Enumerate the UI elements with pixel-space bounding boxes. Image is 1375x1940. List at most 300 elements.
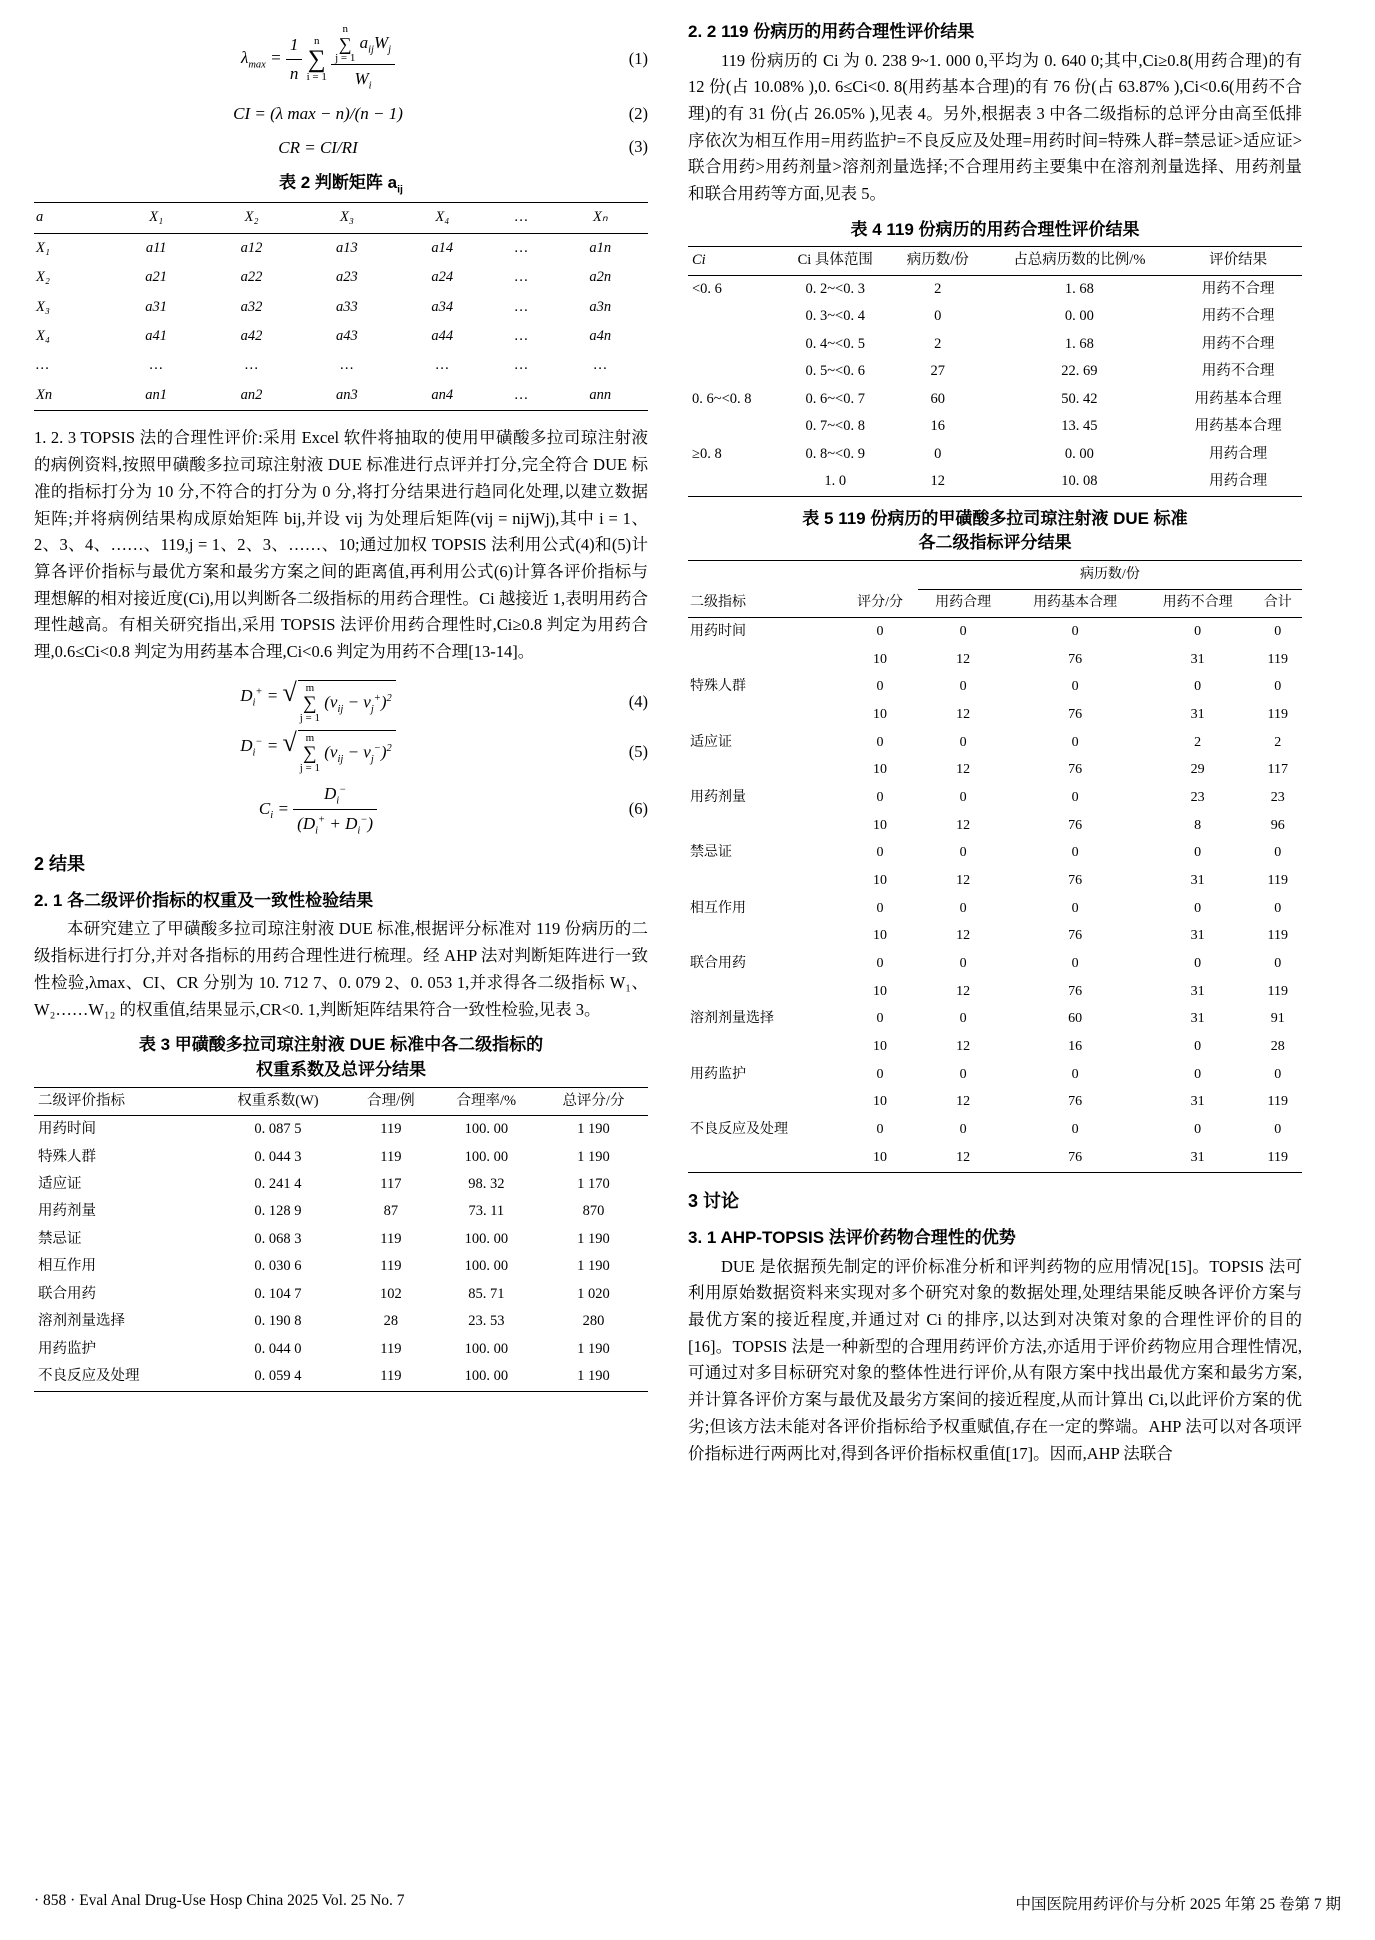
cell: 0. 087 5 bbox=[254, 1121, 302, 1138]
cell: 不良反应及处理 bbox=[690, 1122, 788, 1138]
cell: 0 bbox=[934, 308, 942, 325]
cell: 0. 241 4 bbox=[254, 1176, 302, 1192]
cell: 10. 08 bbox=[1061, 473, 1098, 490]
cell: 8 bbox=[1194, 817, 1202, 833]
table-2-header-cell: X₃ bbox=[299, 203, 394, 233]
table-3-title bbox=[34, 1033, 648, 1082]
cell: 0 bbox=[1194, 1066, 1202, 1082]
two-column-body bbox=[34, 18, 1341, 1838]
cell: 0. 3~<0. 4 bbox=[805, 308, 865, 325]
cell: 0 bbox=[1071, 790, 1079, 805]
cell: 10 bbox=[873, 817, 888, 833]
cell: 0 bbox=[959, 679, 967, 695]
table-row bbox=[688, 275, 1302, 303]
cell: 1 020 bbox=[577, 1285, 610, 1302]
cell: 0. 128 9 bbox=[254, 1203, 302, 1220]
cell: 特殊人群 bbox=[38, 1148, 96, 1165]
cell: 0 bbox=[1194, 1122, 1202, 1138]
table-2-title-subscript: ij bbox=[397, 183, 403, 196]
table-4-header-cell: Ci 具体范围 bbox=[779, 247, 891, 275]
table-row bbox=[688, 1144, 1302, 1172]
cell: 29 bbox=[1190, 762, 1205, 778]
cell: a12 bbox=[240, 239, 263, 256]
cell: 0 bbox=[876, 900, 884, 916]
table-row bbox=[34, 381, 648, 411]
table-row bbox=[34, 1116, 648, 1144]
cell: 31 bbox=[1190, 928, 1205, 944]
cell: 10 bbox=[873, 1039, 888, 1055]
cell: 2 bbox=[934, 335, 942, 352]
cell: 0 bbox=[1194, 956, 1202, 972]
table-row bbox=[34, 1363, 648, 1391]
cell: 31 bbox=[1190, 651, 1205, 667]
cell: <0. 6 bbox=[692, 280, 722, 297]
cell: 119 bbox=[380, 1148, 402, 1165]
cell: 76 bbox=[1068, 983, 1083, 999]
cell: 76 bbox=[1068, 706, 1083, 722]
cell: 禁忌证 bbox=[690, 845, 732, 861]
cell: … bbox=[593, 357, 607, 374]
cell bbox=[688, 358, 779, 385]
cell: 85. 71 bbox=[468, 1285, 505, 1302]
cell: … bbox=[340, 357, 354, 374]
cell: 12 bbox=[956, 706, 971, 722]
table-4-header-cell: Ci bbox=[688, 247, 779, 275]
cell: a14 bbox=[431, 239, 454, 256]
cell: X₄ bbox=[36, 328, 50, 344]
cell: 相互作用 bbox=[38, 1258, 96, 1275]
cell: 0. 4~<0. 5 bbox=[805, 335, 865, 352]
table-2 bbox=[34, 202, 648, 411]
equation-5: $D_i^-$ = √ m ∑ j = 1 $(v_{ij} - v_j^-)^2$ (5) bbox=[240, 727, 648, 774]
cell: 119 bbox=[1267, 928, 1289, 944]
equation-4-number: (4) bbox=[628, 691, 648, 711]
cell: 31 bbox=[1190, 1094, 1205, 1110]
cell: 119 bbox=[1267, 706, 1289, 722]
cell bbox=[688, 646, 842, 674]
cell: 0 bbox=[876, 679, 884, 695]
paragraph-2-2: 119 份病历的 Ci 为 0. 238 9~1. 000 0,平均为 0. 640 0;其中,Ci≥0.8(用药合理)的有 12 份(占 10.08% ),0. 6≤Ci<0. 8(用药基本合理)的有 76 份(占 63.87% ),Ci<0.6(用药不合理)的有 31 份(占 26.05% ),见表 4。另外,根据表 3 中各二级指标的总评分由高至低排序依次为相互作用=用药监护=不良反应及处理=用药时间=特殊人群=禁忌证>适应证>联合用药>用药剂量>溶剂剂量选择;不合理用药主要集中在溶剂剂量选择、用药剂量和联合用药等方面,见表 5。 bbox=[688, 50, 1302, 204]
cell: … bbox=[514, 386, 528, 403]
cell: 10 bbox=[873, 873, 888, 889]
cell: 100. 00 bbox=[464, 1121, 509, 1138]
cell: 0 bbox=[1274, 623, 1282, 639]
cell: 0 bbox=[1194, 1039, 1202, 1055]
footer-right: 中国医院用药评价与分析 2025 年第 25 卷第 7 期 bbox=[1015, 1896, 1341, 1913]
cell: 31 bbox=[1190, 706, 1205, 722]
cell: 117 bbox=[380, 1176, 402, 1192]
cell: 禁忌证 bbox=[38, 1230, 82, 1247]
cell: 溶剂剂量选择 bbox=[690, 1011, 774, 1027]
cell: 100. 00 bbox=[464, 1368, 509, 1385]
table-4-header-cell: 占总病历数的比例/% bbox=[985, 247, 1175, 275]
table-row bbox=[34, 1198, 648, 1225]
cell: 不良反应及处理 bbox=[38, 1368, 140, 1385]
cell: 10 bbox=[873, 651, 888, 667]
cell: 870 bbox=[582, 1203, 605, 1220]
cell: 0 bbox=[1274, 956, 1282, 972]
cell: 76 bbox=[1068, 651, 1083, 667]
cell: 1 190 bbox=[577, 1340, 610, 1357]
cell: 22. 69 bbox=[1061, 363, 1098, 380]
cell: 10 bbox=[873, 706, 888, 722]
cell: 0 bbox=[1274, 1122, 1282, 1138]
cell: 0 bbox=[959, 900, 967, 916]
cell: 98. 32 bbox=[468, 1176, 505, 1192]
cell: a22 bbox=[240, 269, 263, 286]
table-5-subheader: 用药不合理 bbox=[1142, 589, 1254, 618]
table-row bbox=[688, 413, 1302, 440]
table-row bbox=[34, 293, 648, 322]
table-row bbox=[34, 322, 648, 351]
cell: 91 bbox=[1270, 1011, 1285, 1027]
cell: 0 bbox=[876, 845, 884, 861]
cell: 0. 044 0 bbox=[254, 1340, 302, 1357]
cell: 13. 45 bbox=[1061, 418, 1098, 435]
cell: 2 bbox=[934, 280, 942, 297]
cell: 76 bbox=[1068, 928, 1083, 944]
cell bbox=[688, 468, 779, 496]
table-3-title-line1: 表 3 甲磺酸多拉司琼注射液 DUE 标准中各二级指标的 bbox=[138, 1035, 544, 1055]
cell: 0 bbox=[876, 1011, 884, 1027]
cell: 28 bbox=[383, 1313, 399, 1330]
cell: 119 bbox=[1267, 983, 1289, 999]
cell: 119 bbox=[1267, 1149, 1289, 1165]
section-3-1-heading: 3. 1 AHP-TOPSIS 法评价药物合理性的优势 bbox=[688, 1228, 1016, 1248]
cell: 0 bbox=[934, 445, 942, 462]
table-row bbox=[688, 951, 1302, 979]
table-5-title-line1: 表 5 119 份病历的甲磺酸多拉司琼注射液 DUE 标准 bbox=[802, 508, 1188, 528]
cell: 用药不合理 bbox=[1201, 308, 1275, 325]
cell: 1. 68 bbox=[1064, 280, 1094, 297]
cell: 0 bbox=[1071, 845, 1079, 861]
equation-3-body: CR = CI/RI bbox=[278, 137, 358, 157]
equation-3 bbox=[34, 134, 648, 162]
cell bbox=[688, 303, 779, 330]
table-row bbox=[688, 1117, 1302, 1145]
cell: 87 bbox=[383, 1203, 399, 1220]
table-3-title-line2: 权重系数及总评分结果 bbox=[256, 1059, 426, 1079]
table-row bbox=[688, 923, 1302, 951]
equation-1-number: (1) bbox=[628, 48, 648, 68]
cell: a34 bbox=[431, 298, 454, 315]
cell: 0 bbox=[1071, 1066, 1079, 1082]
cell: … bbox=[435, 357, 449, 374]
table-2-header-cell: … bbox=[490, 203, 553, 233]
table-row bbox=[688, 386, 1302, 413]
equation-2-body: CI = (λ max − n)/(n − 1) bbox=[233, 104, 403, 124]
cell: … bbox=[514, 298, 528, 315]
cell: 0 bbox=[1274, 845, 1282, 861]
cell: 12 bbox=[956, 873, 971, 889]
cell: 100. 00 bbox=[464, 1148, 509, 1165]
cell: 60 bbox=[1068, 1011, 1083, 1027]
cell: 0 bbox=[876, 956, 884, 972]
table-4-header-cell: 评价结果 bbox=[1174, 247, 1302, 275]
table-3-header-cell: 权重系数(W) bbox=[208, 1087, 348, 1115]
section-3-heading: 3 讨论 bbox=[688, 1190, 740, 1211]
table-row bbox=[688, 1061, 1302, 1089]
table-5-header-cell: 评分/分 bbox=[842, 561, 917, 618]
cell: 119 bbox=[380, 1258, 402, 1275]
cell: 0. 059 4 bbox=[254, 1368, 302, 1385]
cell bbox=[688, 868, 842, 896]
table-row bbox=[34, 1281, 648, 1308]
cell: 119 bbox=[380, 1340, 402, 1357]
cell: 60 bbox=[930, 390, 946, 407]
equation-4: $D_i^+$ = √ m ∑ j = 1 $(v_{ij} - v_j^+)^2$ (4) bbox=[240, 677, 648, 724]
cell: … bbox=[514, 357, 528, 374]
cell: 适应证 bbox=[38, 1176, 82, 1192]
cell: 12 bbox=[956, 1149, 971, 1165]
table-row bbox=[688, 441, 1302, 468]
cell: 76 bbox=[1068, 1094, 1083, 1110]
cell: a43 bbox=[336, 328, 358, 344]
table-row bbox=[34, 263, 648, 292]
table-5-header-cell: 二级指标 bbox=[688, 561, 842, 618]
cell: 1. 0 bbox=[824, 473, 847, 490]
cell: 1 190 bbox=[577, 1148, 610, 1165]
cell: 119 bbox=[380, 1368, 402, 1385]
table-row bbox=[34, 1171, 648, 1198]
table-row bbox=[688, 701, 1302, 729]
cell: 119 bbox=[380, 1121, 402, 1138]
equation-5-number: (5) bbox=[628, 741, 648, 761]
table-row bbox=[34, 1253, 648, 1280]
table-row bbox=[34, 1336, 648, 1363]
table-5 bbox=[688, 560, 1302, 1173]
cell: 联合用药 bbox=[38, 1285, 96, 1302]
cell: 12 bbox=[956, 1039, 971, 1055]
table-row bbox=[34, 351, 648, 380]
cell: 1 190 bbox=[577, 1368, 610, 1385]
cell: 用药时间 bbox=[690, 623, 746, 639]
cell: an3 bbox=[336, 386, 358, 403]
cell: 280 bbox=[582, 1313, 605, 1330]
cell: 0 bbox=[959, 623, 967, 639]
cell: 0 bbox=[959, 734, 967, 750]
cell: 10 bbox=[873, 928, 888, 944]
cell: a4n bbox=[589, 328, 612, 344]
cell: 12 bbox=[956, 928, 971, 944]
cell: 119 bbox=[1267, 651, 1289, 667]
table-row bbox=[688, 1006, 1302, 1034]
cell: 1 190 bbox=[577, 1258, 610, 1275]
table-2-header-cell: Xₙ bbox=[553, 203, 648, 233]
cell: 31 bbox=[1190, 873, 1205, 889]
table-2-header-cell: X₁ bbox=[108, 203, 203, 233]
cell: a23 bbox=[336, 269, 358, 286]
cell: 1 190 bbox=[577, 1230, 610, 1247]
table-2-header-cell: X₂ bbox=[204, 203, 299, 233]
cell: ≥0. 8 bbox=[692, 445, 722, 462]
cell: 23. 53 bbox=[468, 1313, 505, 1330]
table-row bbox=[688, 303, 1302, 330]
cell: 100. 00 bbox=[464, 1230, 509, 1247]
cell: 0. 190 8 bbox=[254, 1313, 302, 1330]
cell: 1. 68 bbox=[1064, 335, 1094, 352]
section-2-2-heading: 2. 2 119 份病历的用药合理性评价结果 bbox=[688, 22, 975, 41]
cell: 12 bbox=[956, 817, 971, 833]
cell bbox=[688, 701, 842, 729]
equation-2-number: (2) bbox=[628, 103, 648, 123]
cell: 119 bbox=[1267, 1094, 1289, 1110]
cell: 73. 11 bbox=[468, 1203, 505, 1220]
table-5-title bbox=[688, 507, 1302, 556]
cell: a41 bbox=[145, 328, 168, 344]
table-row bbox=[688, 812, 1302, 840]
cell: 76 bbox=[1068, 1149, 1083, 1165]
cell: an1 bbox=[145, 386, 168, 403]
cell: 用药基本合理 bbox=[1194, 418, 1282, 435]
cell: a31 bbox=[145, 298, 168, 315]
cell: 50. 42 bbox=[1061, 390, 1098, 407]
table-row bbox=[688, 468, 1302, 496]
cell: 119 bbox=[380, 1230, 402, 1247]
cell: 0 bbox=[959, 790, 967, 805]
equation-1: $\lambda_{max}$ = $\frac{1}{n}$ n ∑ i = 1 n ∑ j = 1 $a_{ij}W_j$ $W_i$ (1) bbox=[240, 23, 648, 92]
cell: 76 bbox=[1068, 762, 1083, 778]
cell: 100. 00 bbox=[464, 1258, 509, 1275]
table-5-subheader: 用药基本合理 bbox=[1009, 589, 1142, 618]
cell: a42 bbox=[240, 328, 263, 344]
cell: 0 bbox=[876, 1122, 884, 1138]
cell: 10 bbox=[873, 1149, 888, 1165]
cell: a33 bbox=[336, 298, 358, 315]
table-3-header-cell: 合理率/% bbox=[434, 1087, 539, 1115]
cell: 12 bbox=[956, 762, 971, 778]
cell: 12 bbox=[956, 1094, 971, 1110]
cell: 用药时间 bbox=[38, 1121, 96, 1138]
cell: 用药合理 bbox=[1209, 445, 1268, 462]
cell: a32 bbox=[240, 298, 263, 315]
cell: X₂ bbox=[36, 269, 50, 286]
cell: 用药合理 bbox=[1209, 473, 1268, 490]
cell: 用药剂量 bbox=[690, 790, 746, 805]
cell: 10 bbox=[873, 983, 888, 999]
cell: … bbox=[514, 269, 528, 286]
cell: 0 bbox=[1071, 679, 1079, 695]
cell bbox=[688, 1034, 842, 1062]
cell: 0. 6~<0. 7 bbox=[805, 390, 865, 407]
cell: ann bbox=[589, 386, 612, 403]
cell: 0 bbox=[1194, 679, 1202, 695]
table-3 bbox=[34, 1087, 648, 1392]
cell: 0 bbox=[959, 1011, 967, 1027]
table-2-header-cell: a bbox=[34, 203, 108, 233]
cell: 23 bbox=[1190, 790, 1205, 805]
cell: 0 bbox=[1071, 734, 1079, 750]
cell: 用药剂量 bbox=[38, 1203, 96, 1220]
cell: a1n bbox=[589, 239, 612, 256]
cell: 用药监护 bbox=[690, 1066, 746, 1082]
table-4 bbox=[688, 246, 1302, 496]
cell: 10 bbox=[873, 1094, 888, 1110]
cell: … bbox=[245, 357, 258, 374]
table-row bbox=[688, 358, 1302, 385]
cell: 100. 00 bbox=[464, 1340, 509, 1357]
cell: 2 bbox=[1194, 734, 1202, 750]
cell: a2n bbox=[589, 269, 612, 286]
cell: 1 170 bbox=[577, 1176, 610, 1192]
cell: 0 bbox=[876, 790, 884, 805]
table-row bbox=[688, 674, 1302, 702]
table-row bbox=[34, 1226, 648, 1253]
cell: 102 bbox=[379, 1285, 402, 1302]
table-5-subheader: 合计 bbox=[1254, 589, 1302, 618]
right-column bbox=[688, 18, 1302, 1838]
table-2-header-cell: X₄ bbox=[395, 203, 490, 233]
equation-6: $C_i$ = $\frac{D_i^-}{(D_i^+ + D_i^-)}$ (6) bbox=[34, 780, 648, 840]
cell: X₃ bbox=[36, 298, 50, 315]
cell: 0 bbox=[959, 845, 967, 861]
cell: an2 bbox=[240, 386, 263, 403]
cell: 12 bbox=[956, 983, 971, 999]
table-row bbox=[688, 895, 1302, 923]
table-row bbox=[688, 1034, 1302, 1062]
table-3-header-cell: 二级评价指标 bbox=[34, 1087, 208, 1115]
table-row bbox=[688, 331, 1302, 358]
cell: 特殊人群 bbox=[690, 679, 746, 695]
table-row bbox=[688, 1089, 1302, 1117]
cell: 0. 068 3 bbox=[254, 1230, 302, 1247]
cell: 0 bbox=[1071, 623, 1079, 639]
cell: 0 bbox=[1194, 900, 1202, 916]
cell: 相互作用 bbox=[690, 900, 746, 916]
cell: 0 bbox=[959, 1122, 967, 1138]
table-3-header-cell: 总评分/分 bbox=[539, 1087, 648, 1115]
cell: 适应证 bbox=[690, 734, 732, 750]
cell bbox=[688, 1144, 842, 1172]
equation-2 bbox=[34, 100, 648, 128]
table-row bbox=[688, 646, 1302, 674]
cell: 0 bbox=[1071, 1122, 1079, 1138]
left-column bbox=[34, 18, 648, 1838]
equation-6-number: (6) bbox=[628, 799, 648, 819]
cell: 1 190 bbox=[577, 1121, 610, 1138]
page-footer bbox=[34, 1892, 1341, 1914]
table-5-title-line2: 各二级指标评分结果 bbox=[918, 533, 1072, 553]
cell: … bbox=[36, 357, 49, 374]
cell: 用药不合理 bbox=[1201, 363, 1275, 380]
cell: 0. 030 6 bbox=[254, 1258, 302, 1275]
cell: 10 bbox=[873, 762, 888, 778]
table-row bbox=[688, 840, 1302, 868]
paragraph-3-1: DUE 是依据预先制定的评价标准分析和评判药物的应用情况[15]。TOPSIS 法可利用原始数据资料来实现对多个研究对象的数据处理,处理结果能反映各评价方案与最优方案的接近程度,并通过对 Ci 的排序,以达到对决策对象的合理性评价的目的[16]。TOPSIS 法是一种新型的合理用药评价方法,亦适用于评价药物应用合理性情况,可通过对多目标研究对象的整体性进行评价,从有限方案中找出最优方案和最劣方案,并计算各评价方案与最优及最劣方案间的接近程度,从而计算出 Ci,以此评价方案的优劣;但该方法未能对各评价指标给予权重赋值,存在一定的弊端。AHP 法可以对各项评价指标进行两两比对,得到各评价指标权重值[17]。因而,AHP 法联合 bbox=[688, 1256, 1302, 1463]
table-row bbox=[34, 233, 648, 263]
table-row bbox=[34, 1144, 648, 1171]
table-5-subheader: 用药合理 bbox=[918, 589, 1009, 618]
cell: … bbox=[514, 328, 528, 344]
table-row bbox=[688, 785, 1302, 813]
cell: 用药基本合理 bbox=[1194, 390, 1282, 407]
cell bbox=[688, 331, 779, 358]
cell: an4 bbox=[431, 386, 454, 403]
cell bbox=[688, 1089, 842, 1117]
cell: 117 bbox=[1267, 762, 1289, 778]
cell: 用药不合理 bbox=[1201, 280, 1275, 297]
cell: 0. 2~<0. 3 bbox=[805, 280, 865, 297]
cell: 0 bbox=[876, 623, 884, 639]
cell: 16 bbox=[930, 418, 946, 435]
table-row bbox=[34, 1308, 648, 1335]
table-2-title bbox=[34, 171, 648, 198]
cell: 76 bbox=[1068, 873, 1083, 889]
cell: 0. 8~<0. 9 bbox=[805, 445, 865, 462]
cell: 31 bbox=[1190, 1149, 1205, 1165]
table-row bbox=[688, 729, 1302, 757]
cell: 16 bbox=[1068, 1039, 1083, 1055]
